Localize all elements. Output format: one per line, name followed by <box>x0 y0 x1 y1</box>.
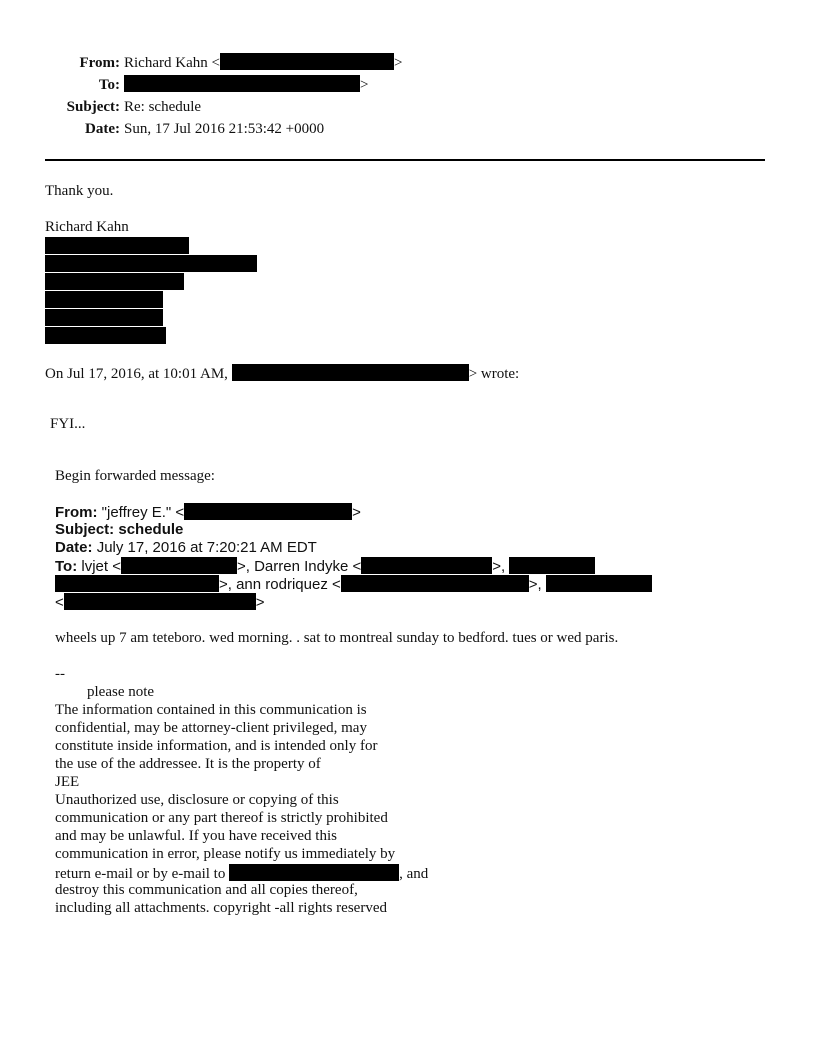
header-from-row <box>0 52 816 74</box>
fwd-to-comma-2: >, <box>528 576 542 593</box>
disclaimer-email-post: , and <box>399 866 429 882</box>
header-subject-row <box>0 96 816 118</box>
header-subject-value: Re: schedule <box>124 99 202 115</box>
fwd-subject-value: schedule <box>118 521 184 538</box>
begin-forwarded: Begin forwarded message: <box>55 468 215 484</box>
disclaimer-dashes: -- <box>55 666 65 682</box>
fwd-subject-label: Subject: <box>55 521 115 538</box>
fwd-to-open: < <box>55 594 64 611</box>
redaction <box>45 255 257 272</box>
fwd-from-value: "jeffrey E." < <box>101 504 185 521</box>
fwd-to-label: To: <box>55 558 78 575</box>
disclaimer-line: JEE <box>55 774 80 790</box>
header-to-close: > <box>360 77 369 93</box>
disclaimer-line: communication in error, please notify us immediately by <box>55 846 396 862</box>
disclaimer-line: Unauthorized use, disclosure or copying of this <box>55 792 339 808</box>
disclaimer-line: confidential, may be attorney-client privileged, may <box>55 720 367 736</box>
header-from-label: From: <box>79 55 120 71</box>
redaction <box>45 273 184 290</box>
fwd-from-row <box>55 503 361 521</box>
fwd-to-ann: >, ann rodriquez < <box>219 576 341 593</box>
redaction <box>184 503 352 520</box>
redaction <box>121 557 237 574</box>
greeting: Thank you. <box>45 183 114 199</box>
header-to-label: To: <box>98 77 120 93</box>
disclaimer-line: the use of the addressee. It is the property of <box>55 756 321 772</box>
redaction <box>45 327 166 344</box>
disclaimer-line: and may be unlawful. If you have received this <box>55 828 337 844</box>
fwd-to-darren: >, Darren Indyke < <box>237 558 362 575</box>
disclaimer-line: destroy this communication and all copies thereof, <box>55 882 358 898</box>
quote-intro <box>45 364 519 383</box>
fwd-to-row-3 <box>55 593 265 611</box>
fwd-date-row <box>55 539 317 556</box>
header-subject-label: Subject: <box>66 99 120 115</box>
quote-intro-wrote: > wrote: <box>468 366 520 382</box>
redaction <box>55 575 219 592</box>
disclaimer-email-pre: return e-mail or by e-mail to <box>55 866 226 882</box>
disclaimer-line: communication or any part thereof is strictly prohibited <box>55 810 388 826</box>
header-divider <box>45 159 765 161</box>
fwd-from-label: From: <box>55 504 98 521</box>
redaction <box>509 557 595 574</box>
disclaimer-line: including all attachments. copyright -all rights reserved <box>55 900 387 916</box>
fwd-subject-row <box>55 521 183 538</box>
redaction <box>361 557 492 574</box>
header-to-row <box>0 74 816 96</box>
fwd-from-close: > <box>352 504 361 521</box>
redaction <box>64 593 256 610</box>
disclaimer-line: The information contained in this communication is <box>55 702 367 718</box>
redaction <box>229 864 399 881</box>
redaction <box>341 575 529 592</box>
forwarded-message: wheels up 7 am teteboro. wed morning. . sat to montreal sunday to bedford. tues or wed paris. <box>55 630 619 646</box>
header-from-name: Richard Kahn < <box>124 55 220 71</box>
header-date-row <box>0 118 816 140</box>
fwd-to-row-2 <box>55 575 652 593</box>
redaction <box>45 309 163 326</box>
fwd-to-row <box>55 557 595 575</box>
header-date-label: Date: <box>85 121 120 137</box>
redaction <box>232 364 469 381</box>
fyi-text: FYI... <box>50 416 86 432</box>
fwd-to-comma: >, <box>492 558 506 575</box>
redaction <box>546 575 652 592</box>
redaction <box>220 53 394 70</box>
fwd-date-label: Date: <box>55 539 93 556</box>
fwd-to-lvjet: lvjet < <box>81 558 121 575</box>
redaction <box>45 291 163 308</box>
fwd-date-value: July 17, 2016 at 7:20:21 AM EDT <box>96 539 317 556</box>
header-from-value <box>124 52 402 74</box>
redaction <box>124 75 360 92</box>
fwd-to-close: > <box>255 594 265 611</box>
redaction <box>45 237 189 254</box>
disclaimer-please-note: please note <box>87 684 155 700</box>
signature-name: Richard Kahn <box>45 219 129 235</box>
header-to-value <box>124 74 368 96</box>
disclaimer-line: constitute inside information, and is intended only for <box>55 738 378 754</box>
quote-intro-text: On Jul 17, 2016, at 10:01 AM, <box>45 366 228 382</box>
disclaimer-email-line <box>55 864 428 883</box>
header-from-close: > <box>393 55 403 71</box>
header-date-value: Sun, 17 Jul 2016 21:53:42 +0000 <box>124 121 325 137</box>
